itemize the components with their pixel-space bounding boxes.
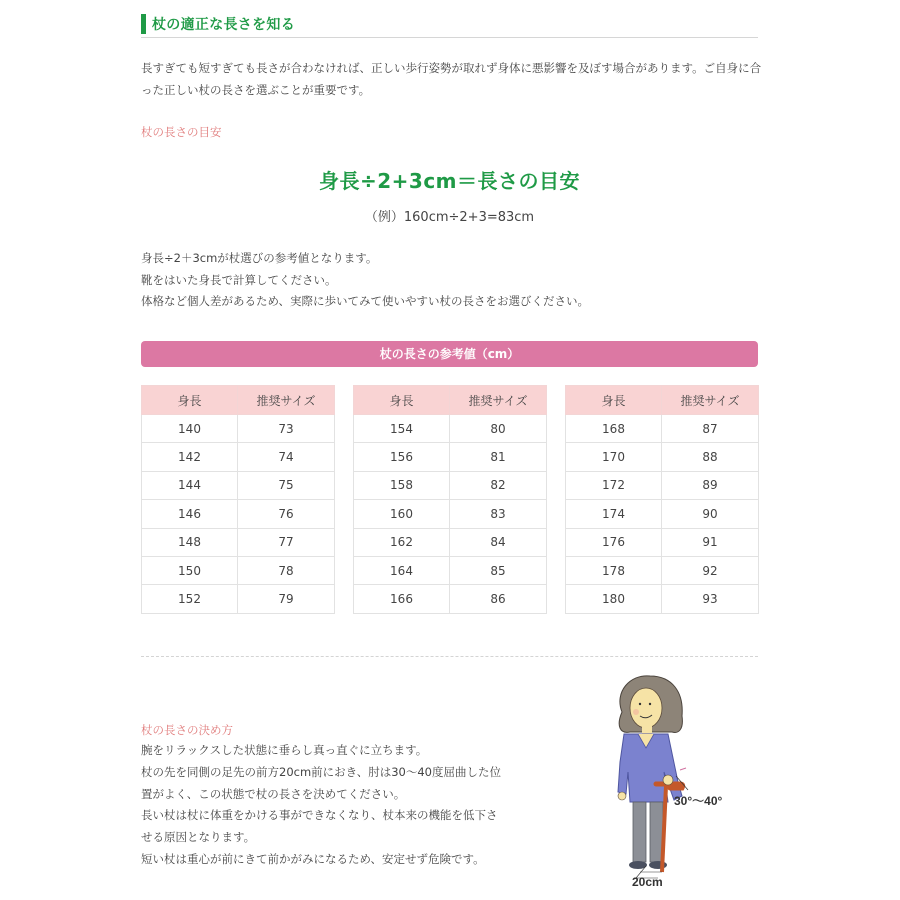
height-cell: 180 <box>566 585 662 613</box>
column-header-size: 推奨サイズ <box>450 386 547 415</box>
method-instructions <box>141 740 561 871</box>
table-row <box>142 443 335 471</box>
note-line: 身長÷2＋3cmが杖選びの参考値となります。 <box>141 251 378 265</box>
reference-table-1 <box>141 385 335 614</box>
table-row <box>354 556 547 584</box>
recommended-size-cell: 81 <box>450 443 547 471</box>
recommended-size-cell: 80 <box>450 415 547 443</box>
column-header-height: 身長 <box>566 386 662 415</box>
table-row <box>142 556 335 584</box>
table-row <box>142 471 335 499</box>
height-cell: 140 <box>142 415 238 443</box>
height-cell: 162 <box>354 528 450 556</box>
table-row <box>354 585 547 613</box>
table-row <box>566 415 759 443</box>
height-cell: 154 <box>354 415 450 443</box>
method-line: 短い杖は重心が前にきて前かがみになるため、安定せず危険です。 <box>141 851 485 866</box>
table-row <box>354 415 547 443</box>
height-cell: 168 <box>566 415 662 443</box>
recommended-size-cell: 79 <box>238 585 335 613</box>
guide-subheading: 杖の長さの目安 <box>141 125 222 139</box>
height-cell: 156 <box>354 443 450 471</box>
method-line: 杖の先を同側の足先の前方20cm前におき、肘は30～40度屈曲した位 <box>141 764 501 779</box>
column-header-height: 身長 <box>142 386 238 415</box>
height-cell: 152 <box>142 585 238 613</box>
height-cell: 166 <box>354 585 450 613</box>
method-line: せる原因となります。 <box>141 830 256 845</box>
height-cell: 176 <box>566 528 662 556</box>
intro-paragraph: 長すぎても短すぎても長さが合わなければ、正しい歩行姿勢が取れず身体に悪影響を及ぼす場合があります。ご自身に合った正しい杖の長さを選ぶことが重要です。 <box>141 61 762 97</box>
recommended-size-cell: 75 <box>238 471 335 499</box>
table-row <box>354 500 547 528</box>
formula-example: （例）160cm÷2+3=83cm <box>364 210 535 225</box>
table-row <box>354 471 547 499</box>
height-cell: 164 <box>354 556 450 584</box>
table-header-row <box>142 386 335 415</box>
table-row <box>142 585 335 613</box>
note-line: 体格など個人差があるため、実際に歩いてみて使いやすい杖の長さをお選びください。 <box>141 294 590 308</box>
elbow-angle-label: 30°～40° <box>674 794 723 808</box>
method-subheading: 杖の長さの決め方 <box>141 723 233 737</box>
cane-distance-label: 20cm <box>632 875 663 889</box>
table-row <box>354 443 547 471</box>
table-row <box>142 500 335 528</box>
height-cell: 142 <box>142 443 238 471</box>
table-row <box>142 415 335 443</box>
recommended-size-cell: 78 <box>238 556 335 584</box>
table-row <box>142 528 335 556</box>
height-cell: 178 <box>566 556 662 584</box>
table-row <box>566 500 759 528</box>
table-row <box>566 471 759 499</box>
column-header-size: 推奨サイズ <box>662 386 759 415</box>
reference-table-3 <box>565 385 759 614</box>
method-line: 置がよく、この状態で杖の長さを決めてください。 <box>141 786 406 801</box>
recommended-size-cell: 82 <box>450 471 547 499</box>
section-title: 杖の適正な長さを知る <box>152 17 295 33</box>
table-row <box>566 443 759 471</box>
height-cell: 170 <box>566 443 662 471</box>
column-header-size: 推奨サイズ <box>238 386 335 415</box>
recommended-size-cell: 86 <box>450 585 547 613</box>
section-heading <box>141 12 758 38</box>
table-row <box>566 528 759 556</box>
woman-with-cane-figure <box>600 672 740 894</box>
reference-table-2 <box>353 385 547 614</box>
recommended-size-cell: 84 <box>450 528 547 556</box>
section-divider <box>141 656 758 657</box>
note-line: 靴をはいた身長で計算してください。 <box>141 272 337 287</box>
recommended-size-cell: 87 <box>662 415 759 443</box>
recommended-size-cell: 83 <box>450 500 547 528</box>
recommended-size-cell: 89 <box>662 471 759 499</box>
table-header-row <box>354 386 547 415</box>
table-header-row <box>566 386 759 415</box>
height-cell: 150 <box>142 556 238 584</box>
height-cell: 160 <box>354 500 450 528</box>
recommended-size-cell: 85 <box>450 556 547 584</box>
recommended-size-cell: 73 <box>238 415 335 443</box>
height-cell: 172 <box>566 471 662 499</box>
height-cell: 158 <box>354 471 450 499</box>
recommended-size-cell: 93 <box>662 585 759 613</box>
height-cell: 144 <box>142 471 238 499</box>
length-formula: 身長÷2+3cm＝長さの目安 <box>318 169 581 193</box>
table-row <box>354 528 547 556</box>
height-cell: 148 <box>142 528 238 556</box>
reference-table-banner: 杖の長さの参考値（cm） <box>141 341 758 367</box>
recommended-size-cell: 90 <box>662 500 759 528</box>
height-cell: 174 <box>566 500 662 528</box>
method-line: 長い杖は杖に体重をかける事ができなくなり、杖本来の機能を低下さ <box>141 808 498 823</box>
recommended-size-cell: 91 <box>662 528 759 556</box>
table-row <box>566 556 759 584</box>
recommended-size-cell: 88 <box>662 443 759 471</box>
heading-accent-bar <box>141 14 146 34</box>
recommended-size-cell: 92 <box>662 556 759 584</box>
guide-notes <box>141 248 758 313</box>
method-line: 腕をリラックスした状態に垂らし真っ直ぐに立ちます。 <box>141 743 428 757</box>
recommended-size-cell: 74 <box>238 443 335 471</box>
table-row <box>566 585 759 613</box>
recommended-size-cell: 77 <box>238 528 335 556</box>
recommended-size-cell: 76 <box>238 500 335 528</box>
column-header-height: 身長 <box>354 386 450 415</box>
cane-usage-illustration <box>600 672 740 894</box>
height-cell: 146 <box>142 500 238 528</box>
